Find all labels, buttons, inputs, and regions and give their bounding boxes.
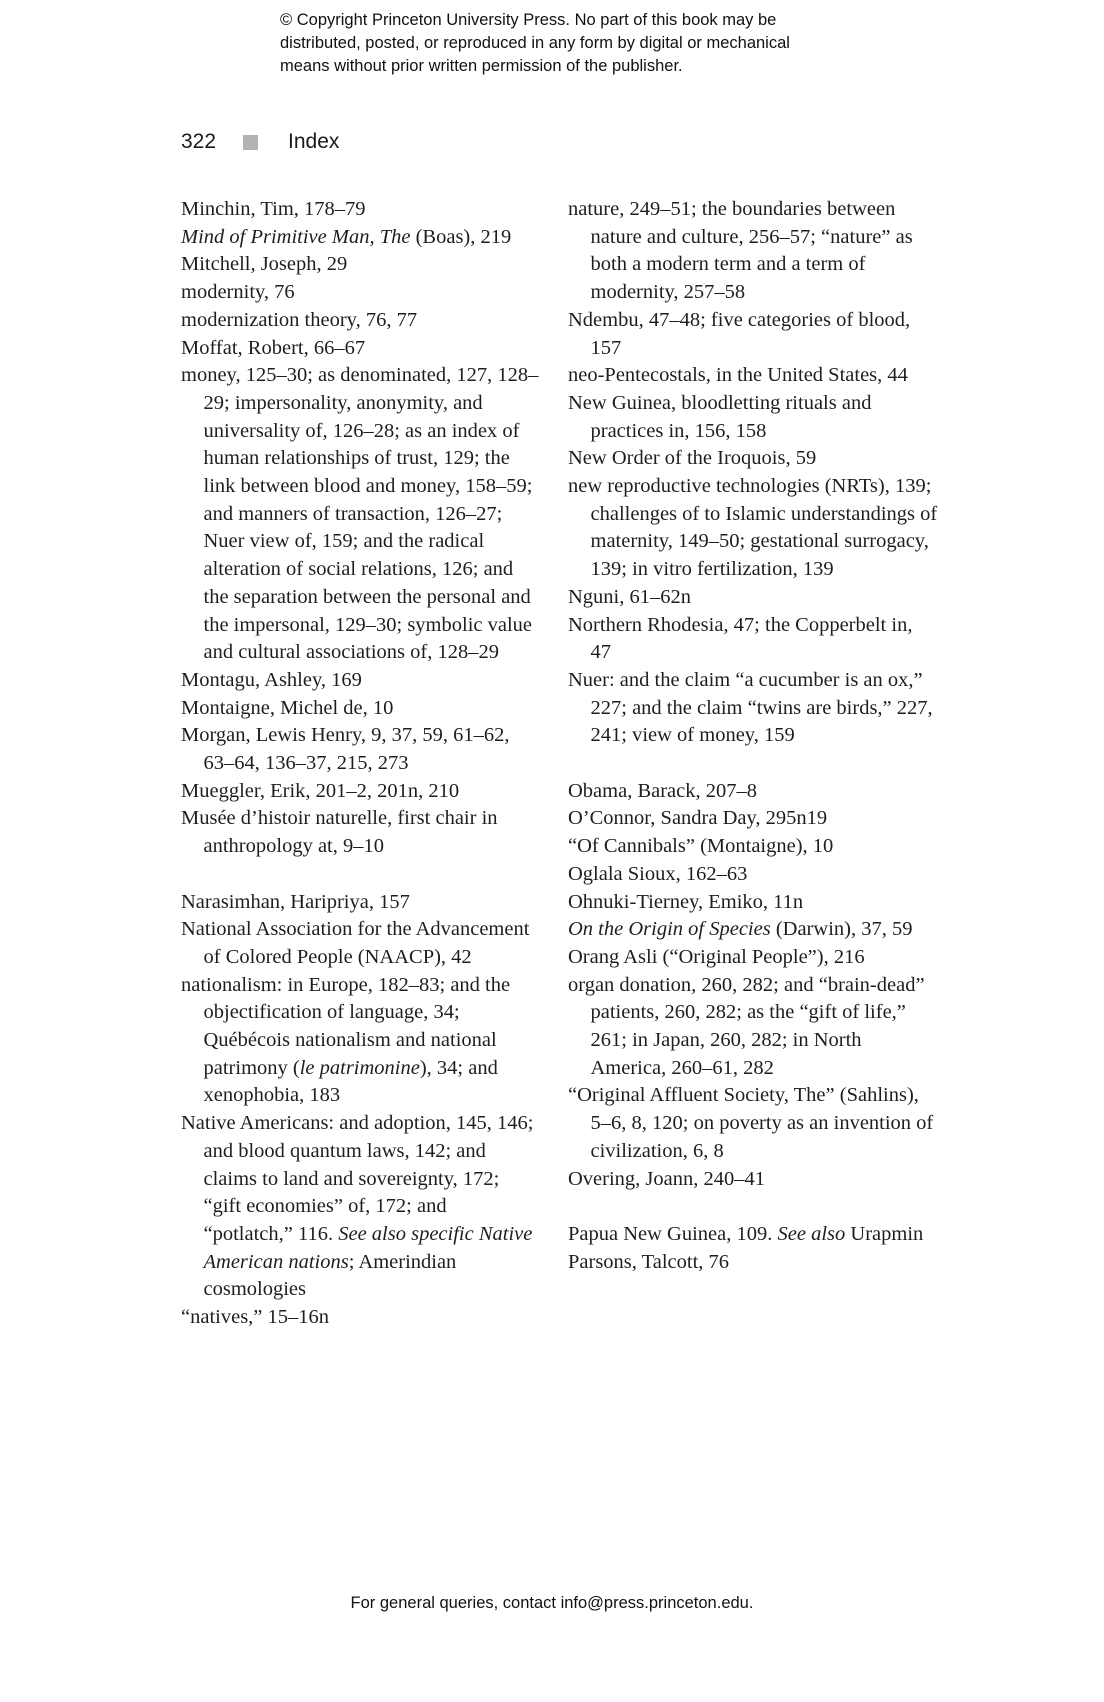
italic-title: le patrimonine bbox=[299, 1056, 420, 1079]
copyright-line: distributed, posted, or reproduced in any form by digital or mechanical bbox=[280, 34, 790, 52]
index-group-p bbox=[568, 1221, 938, 1276]
index-entry: “natives,” 15–16n bbox=[181, 1306, 330, 1329]
index-entry: Montagu, Ashley, 169 bbox=[181, 668, 362, 691]
index-group-m bbox=[181, 196, 541, 861]
index-entry: New Guinea, bloodletting rituals and practices in, 156, 158 bbox=[568, 391, 872, 442]
section-title: Index bbox=[288, 130, 340, 153]
page-number: 322 bbox=[181, 130, 217, 153]
copyright-line: means without prior written permission of the publisher. bbox=[280, 57, 683, 75]
index-entry: Mind of Primitive Man, The (Boas), 219 bbox=[181, 225, 512, 248]
index-entry: Nuer: and the claim “a cucumber is an ox,” 227; and the claim “twins are birds,” 227, 241; view of money, 159 bbox=[568, 668, 933, 747]
italic-title: See also specific Native American nations bbox=[203, 1223, 533, 1273]
index-entry: Mueggler, Erik, 201–2, 201n, 210 bbox=[181, 779, 460, 802]
index-entry: Musée d’histoir naturelle, first chair in anthropology at, 9–10 bbox=[181, 807, 498, 858]
group-spacer bbox=[568, 1193, 938, 1221]
index-entry: Overing, Joann, 240–41 bbox=[568, 1167, 766, 1190]
index-entry: New Order of the Iroquois, 59 bbox=[568, 447, 817, 470]
index-entry: Nguni, 61–62n bbox=[568, 585, 691, 608]
index-entry: “Original Affluent Society, The” (Sahlins), 5–6, 8, 120; on poverty as an invention of civilization, 6, 8 bbox=[568, 1084, 934, 1162]
index-group-n bbox=[181, 889, 541, 1332]
index-entry: National Association for the Advancement of Colored People (NAACP), 42 bbox=[181, 918, 530, 968]
copyright-notice bbox=[280, 9, 1000, 78]
index-entry: Minchin, Tim, 178–79 bbox=[181, 198, 366, 220]
index-entry: money, 125–30; as denominated, 127, 128–29; impersonality, anonymity, and universality of, 126–28; as an index of human relationships of trust, 129; the link between blood and money, 158–59; and manners of transaction, 126–27; Nuer view of, 159; and the radical alteration of social relations, 126; and the separation between the personal and the impersonal, 129–30; symbolic value and cultural associations of, 128–29 bbox=[181, 364, 539, 664]
index-entry: Obama, Barack, 207–8 bbox=[568, 779, 757, 802]
index-entry: Parsons, Talcott, 76 bbox=[568, 1250, 730, 1273]
index-entry: neo-Pentecostals, in the United States, 44 bbox=[568, 364, 908, 387]
index-entry: Moffat, Robert, 66–67 bbox=[181, 336, 366, 359]
index-entry: Morgan, Lewis Henry, 9, 37, 59, 61–62, 63–64, 136–37, 215, 273 bbox=[181, 724, 510, 775]
index-entry: nationalism: in Europe, 182–83; and the objectification of language, 34; Québécois nationalism and national patrimony (le patrimonine), 34; and xenophobia, 183 bbox=[181, 973, 511, 1107]
group-spacer bbox=[568, 750, 938, 778]
italic-title: See also bbox=[777, 1222, 846, 1245]
index-entry: Ohnuki-Tierney, Emiko, 11n bbox=[568, 890, 804, 913]
running-head bbox=[181, 127, 339, 157]
index-group-o bbox=[568, 778, 938, 1194]
index-column-right bbox=[568, 196, 938, 1276]
index-entry: nature, 249–51; the boundaries between nature and culture, 256–57; “nature” as both a modern term and a term of modernity, 257–58 bbox=[568, 198, 913, 304]
index-entry: Mitchell, Joseph, 29 bbox=[181, 253, 348, 276]
italic-title: Mind of Primitive Man, The bbox=[181, 225, 411, 248]
index-entry: new reproductive technologies (NRTs), 139; challenges of to Islamic understandings of maternity, 149–50; gestational surrogacy, 139; in vitro fertilization, 139 bbox=[568, 475, 938, 581]
index-entry: O’Connor, Sandra Day, 295n19 bbox=[568, 807, 828, 830]
index-entry: modernity, 76 bbox=[181, 281, 295, 304]
index-group-n-continued bbox=[568, 196, 938, 750]
copyright-line: © Copyright Princeton University Press. No part of this book may be bbox=[280, 11, 777, 29]
index-entry: On the Origin of Species (Darwin), 37, 59 bbox=[568, 918, 913, 941]
index-entry: Orang Asli (“Original People”), 216 bbox=[568, 945, 865, 968]
index-column-left bbox=[181, 196, 541, 1332]
footer-contact: For general queries, contact info@press.princeton.edu. bbox=[350, 1594, 754, 1612]
index-entry: Ndembu, 47–48; five categories of blood, 157 bbox=[568, 308, 911, 359]
separator-square-icon bbox=[243, 135, 258, 150]
index-entry: Native Americans: and adoption, 145, 146; and blood quantum laws, 142; and claims to land and sovereignty, 172; “gift economies” of, 172; and “potlatch,” 116. See also specific Native American nations; Amerindian cosmologies bbox=[181, 1112, 534, 1301]
index-entry: Narasimhan, Haripriya, 157 bbox=[181, 890, 410, 913]
group-spacer bbox=[181, 861, 541, 889]
index-entry: Montaigne, Michel de, 10 bbox=[181, 696, 394, 719]
index-entry: “Of Cannibals” (Montaigne), 10 bbox=[568, 835, 834, 858]
index-entry: Oglala Sioux, 162–63 bbox=[568, 862, 748, 885]
index-entry: organ donation, 260, 282; and “brain-dead” patients, 260, 282; as the “gift of life,” 261; in Japan, 260, 282; in North America, 260–61, 282 bbox=[568, 973, 925, 1079]
italic-title: On the Origin of Species bbox=[568, 918, 771, 941]
index-entry: Papua New Guinea, 109. See also Urapmin bbox=[568, 1222, 924, 1245]
index-entry: modernization theory, 76, 77 bbox=[181, 308, 418, 331]
index-entry: Northern Rhodesia, 47; the Copperbelt in, 47 bbox=[568, 613, 913, 664]
